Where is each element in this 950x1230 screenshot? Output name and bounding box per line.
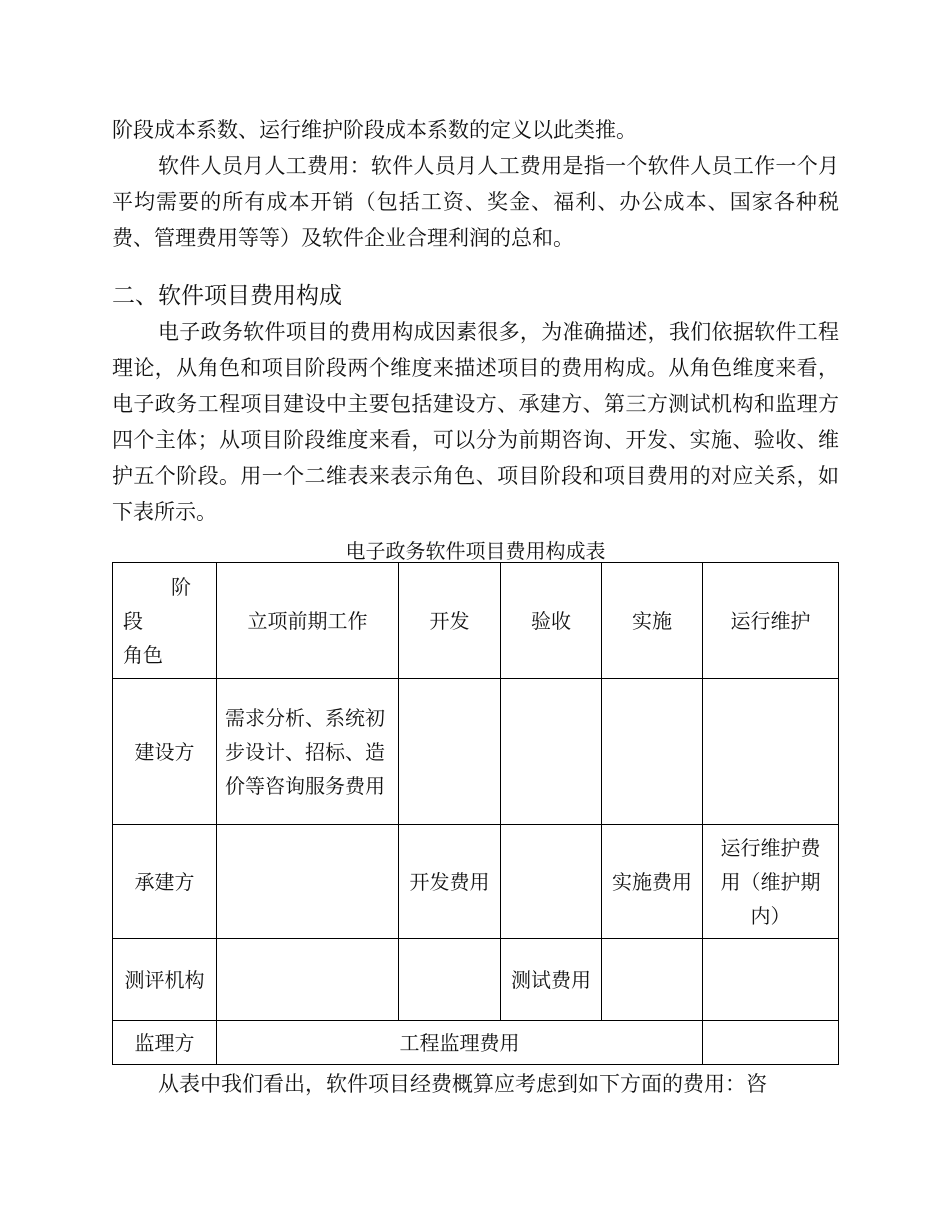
table-cell: 需求分析、系统初步设计、招标、造价等咨询服务费用 bbox=[217, 679, 399, 825]
table-cell-merged: 工程监理费用 bbox=[217, 1021, 703, 1065]
document-body-after-table bbox=[112, 1066, 839, 1102]
table-cell bbox=[501, 825, 602, 939]
table-cell bbox=[217, 939, 399, 1021]
document-body bbox=[112, 112, 839, 566]
table-cell bbox=[602, 939, 703, 1021]
table-cell bbox=[703, 1021, 839, 1065]
table-caption: 电子政务软件项目费用构成表 bbox=[345, 539, 606, 563]
table-row bbox=[113, 1021, 839, 1065]
table-cell: 实施费用 bbox=[602, 825, 703, 939]
table-row bbox=[113, 939, 839, 1021]
table-cell: 运行维护费用（维护期内） bbox=[703, 825, 839, 939]
corner-stage-label-2: 段 bbox=[123, 608, 143, 633]
table-cell bbox=[217, 825, 399, 939]
table-cell: 开发费用 bbox=[399, 825, 501, 939]
table-header-row bbox=[113, 563, 839, 679]
table-row bbox=[113, 825, 839, 939]
header-cell-dev: 开发 bbox=[399, 563, 501, 679]
role-cell: 测评机构 bbox=[113, 939, 217, 1021]
table-cell: 测试费用 bbox=[501, 939, 602, 1021]
role-cell: 建设方 bbox=[113, 679, 217, 825]
table-cell bbox=[602, 679, 703, 825]
header-cell-ops: 运行维护 bbox=[703, 563, 839, 679]
paragraph-1: 阶段成本系数、运行维护阶段成本系数的定义以此类推。 bbox=[112, 118, 637, 142]
table-cell bbox=[399, 679, 501, 825]
paragraph-3: 电子政务软件项目的费用构成因素很多，为准确描述，我们依据软件工程理论，从角色和项目阶段两个维度来描述项目的费用构成。从角色维度来看，电子政务工程项目建设中主要包括建设方、承建方、第三方测试机构和监理方四个主体；从项目阶段维度来看，可以分为前期咨询、开发、实施、验收、维护五个阶段。用一个二维表来表示角色、项目阶段和项目费用的对应关系，如下表所示。 bbox=[112, 320, 839, 524]
table-cell bbox=[399, 939, 501, 1021]
paragraph-4: 从表中我们看出，软件项目经费概算应考虑到如下方面的费用：咨 bbox=[158, 1072, 767, 1096]
cost-table bbox=[112, 562, 839, 1065]
paragraph-2: 软件人员月人工费用：软件人员月人工费用是指一个软件人员工作一个月平均需要的所有成本开销（包括工资、奖金、福利、办公成本、国家各种税费、管理费用等等）及软件企业合理利润的总和。 bbox=[112, 154, 839, 250]
corner-role-label: 角色 bbox=[123, 642, 163, 667]
section-heading: 二、软件项目费用构成 bbox=[112, 283, 342, 309]
table-cell bbox=[703, 939, 839, 1021]
role-cell: 承建方 bbox=[113, 825, 217, 939]
header-cell-impl: 实施 bbox=[602, 563, 703, 679]
table-cell bbox=[703, 679, 839, 825]
role-cell: 监理方 bbox=[113, 1021, 217, 1065]
corner-header-cell bbox=[113, 563, 217, 679]
corner-stage-label: 阶 bbox=[171, 574, 191, 599]
header-cell-pre: 立项前期工作 bbox=[217, 563, 399, 679]
header-cell-accept: 验收 bbox=[501, 563, 602, 679]
table-row bbox=[113, 679, 839, 825]
table-cell bbox=[501, 679, 602, 825]
